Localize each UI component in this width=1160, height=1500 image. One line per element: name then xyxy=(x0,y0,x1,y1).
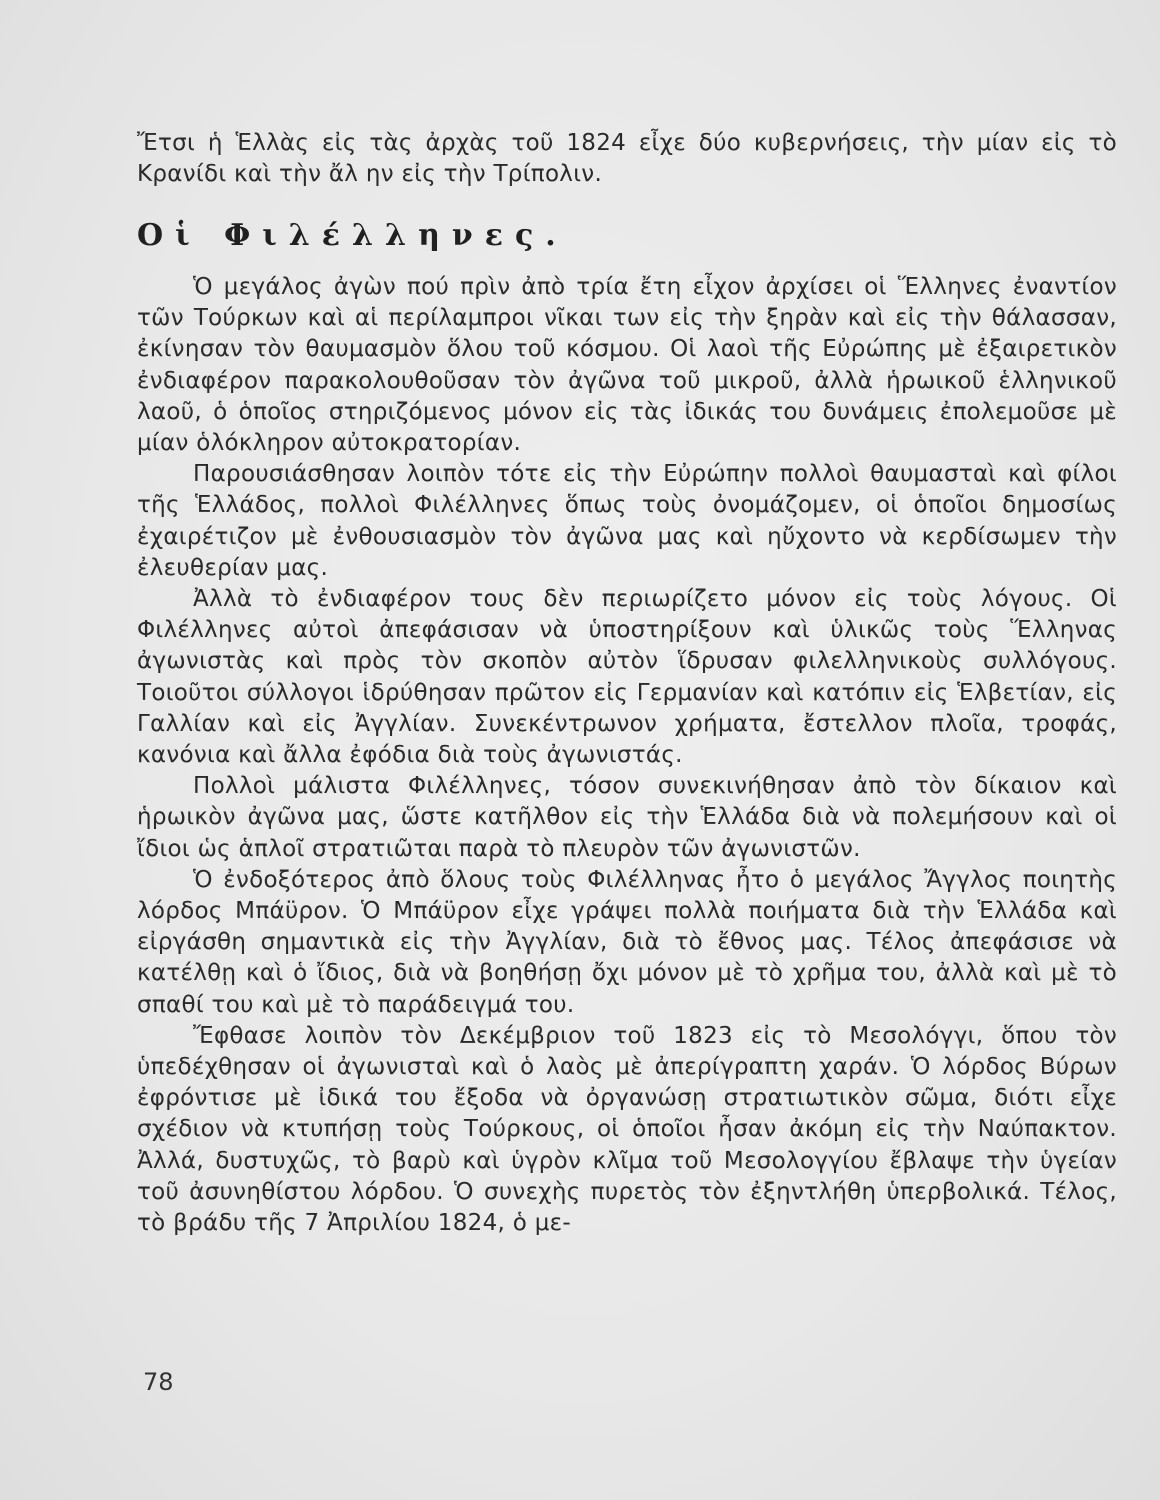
paragraph-3: Ἀλλὰ τὸ ἐνδιαφέρον τους δὲν περιωρίζετο μόνον εἰς τοὺς λόγους. Οἱ Φιλέλληνες αὐτοὶ ἀπεφάσισαν νὰ ὑποστηρίξουν καὶ ὑλικῶς τοὺς Ἕλληνας ἀγωνιστὰς καὶ πρὸς τὸν σκοπὸν αὐτὸν ἵδρυσαν φιλελληνικοὺς συλλόγους. Τοιοῦτοι σύλλογοι ἱδρύθησαν πρῶτον εἰς Γερμανίαν καὶ κατόπιν εἰς Ἑλβετίαν, εἰς Γαλλίαν καὶ εἰς Ἀγγλίαν. Συνεκέντρωνον χρήματα, ἔστελλον πλοῖα, τροφάς, κανόνια καὶ ἄλλα ἐφόδια διὰ τοὺς ἀγωνιστάς. xyxy=(137,586,1117,769)
page-number: 78 xyxy=(143,1368,174,1396)
paragraph-1: Ὁ μεγάλος ἀγὼν πού πρὶν ἀπὸ τρία ἔτη εἶχον ἀρχίσει οἱ Ἕλληνες ἐναντίον τῶν Τούρκων καὶ αἱ περίλαμπροι νῖκαι των εἰς τὴν ξηρὰν καὶ εἰς τὴν θάλασσαν, ἐκίνησαν τὸν θαυμασμὸν ὅλου τοῦ κόσμου. Οἱ λαοὶ τῆς Εὐρώπης μὲ ἐξαιρετικὸν ἐνδιαφέρον παρακολουθοῦσαν τὸν ἀγῶνα τοῦ μικροῦ, ἀλλὰ ἡρωικοῦ ἑλληνικοῦ λαοῦ, ὁ ὁποῖος στηριζόμενος μόνον εἰς τὰς ἰδικάς του δυνάμεις ἐπολεμοῦσε μὲ μίαν ὁλόκληρον αὐτοκρατορίαν. xyxy=(137,274,1117,457)
paragraph-5: Ὁ ἐνδοξότερος ἀπὸ ὅλους τοὺς Φιλέλληνας ἦτο ὁ μεγάλος Ἄγγλος ποιητὴς λόρδος Μπάϋρον. Ὁ Μπάϋρον εἶχε γράψει πολλὰ ποιήματα διὰ τὴν Ἑλλάδα καὶ εἰργάσθη σημαντικὰ εἰς τὴν Ἀγγλίαν, διὰ τὸ ἔθνος μας. Τέλος ἀπεφάσισε νὰ κατέλθῃ καὶ ὁ ἴδιος, διὰ νὰ βοηθήσῃ ὄχι μόνον μὲ τὸ χρῆμα του, ἀλλὰ καὶ μὲ τὸ σπαθί του καὶ μὲ τὸ παράδειγμά του. xyxy=(137,866,1117,1018)
page-text xyxy=(137,128,1117,1239)
intro-paragraph: Ἔτσι ἡ Ἑλλὰς εἰς τὰς ἀρχὰς τοῦ 1824 εἶχε δύο κυβερνήσεις, τὴν μίαν εἰς τὸ Κρανίδι καὶ τὴν ἄλ ην εἰς τὴν Τρίπολιν. xyxy=(137,130,1117,187)
paragraph-4: Πολλοὶ μάλιστα Φιλέλληνες, τόσον συνεκινήθησαν ἀπὸ τὸν δίκαιον καὶ ἡρωικὸν ἀγῶνα μας, ὥστε κατῆλθον εἰς τὴν Ἑλλάδα διὰ νὰ πολεμήσουν καὶ οἱ ἴδιοι ὡς ἁπλοῖ στρατιῶται παρὰ τὸ πλευρὸν τῶν ἀγωνιστῶν. xyxy=(137,773,1117,862)
section-heading: Οἱ Φιλέλληνες. xyxy=(137,218,568,253)
paragraph-2: Παρουσιάσθησαν λοιπὸν τότε εἰς τὴν Εὐρώπην πολλοὶ θαυμασταὶ καὶ φίλοι τῆς Ἑλλάδος, πολλοὶ Φιλέλληνες ὅπως τοὺς ὀνομάζομεν, οἱ ὁποῖοι δημοσίως ἐχαιρέτιζον μὲ ἐνθουσιασμὸν τὸν ἀγῶνα μας καὶ ηὔχοντο νὰ κερδίσωμεν τὴν ἐλευθερίαν μας. xyxy=(137,461,1117,581)
paragraph-6: Ἔφθασε λοιπὸν τὸν Δεκέμβριον τοῦ 1823 εἰς τὸ Μεσολόγγι, ὅπου τὸν ὑπεδέχθησαν οἱ ἀγωνισταὶ καὶ ὁ λαὸς μὲ ἀπερίγραπτη χαράν. Ὁ λόρδος Βύρων ἐφρόντισε μὲ ἰδικά του ἔξοδα νὰ ὀργανώσῃ στρατιωτικὸν σῶμα, διότι εἶχε σχέδιον νὰ κτυπήσῃ τοὺς Τούρκους, οἱ ὁποῖοι ἦσαν ἀκόμη εἰς τὴν Ναύπακτον. Ἀλλά, δυστυχῶς, τὸ βαρὺ καὶ ὑγρὸν κλῖμα τοῦ Μεσολογγίου ἔβλαψε τὴν ὑγείαν τοῦ ἀσυνηθίστου λόρδου. Ὁ συνεχὴς πυρετὸς τὸν ἐξηντλήθη ὑπερβολικά. Τέλος, τὸ βράδυ τῆς 7 Ἀπριλίου 1824, ὁ με- xyxy=(137,1022,1117,1237)
